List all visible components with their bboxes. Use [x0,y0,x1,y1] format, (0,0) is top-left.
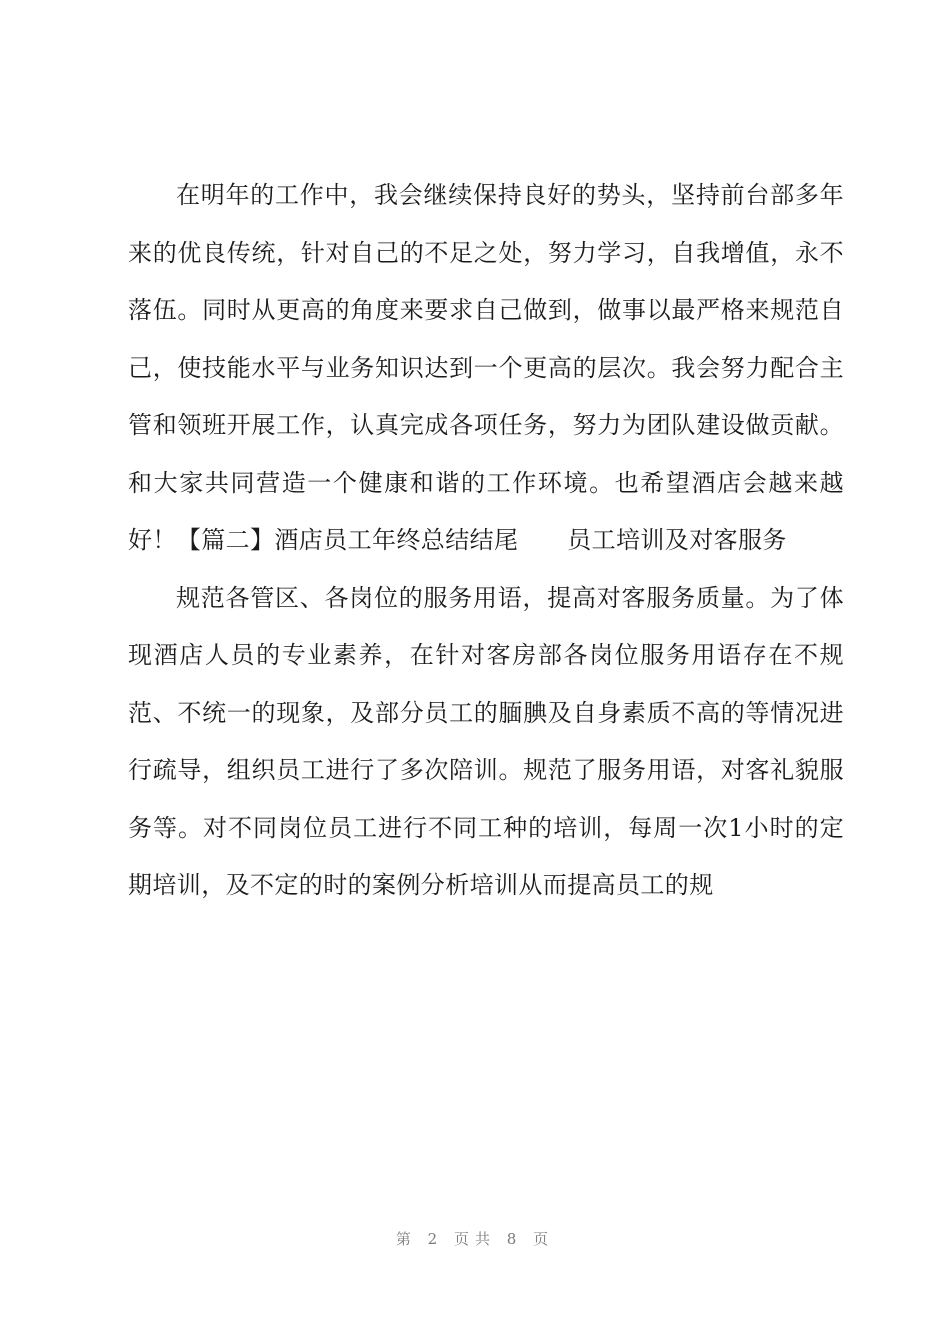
paragraph-1: 在明年的工作中，我会继续保持良好的势头，坚持前台部多年来的优良传统，针对自己的不足之处，努力学习，自我增值，永不落伍。同时从更高的角度来要求自己做到，做事以最严格来规范自己，使技能水平与业务知识达到一个更高的层次。我会努力配合主管和领班开展工作，认真完成各项任务，努力为团队建设做贡献。和大家共同营造一个健康和谐的工作环境。也希望酒店会越来越好！【篇二】酒店员工年终总结结尾 员工培训及对客服务 [128,181,844,554]
paragraph-2: 规范各管区、各岗位的服务用语，提高对客服务质量。为了体现酒店人员的专业素养，在针对客房部各岗位服务用语存在不规范、不统一的现象，及部分员工的腼腆及自身素质不高的等情况进行疏导，组织员工进行了多次陪训。规范了服务用语，对客礼貌服务等。对不同岗位员工进行不同工种的培训，每周一次1小时的定期培训，及不定的时的案例分析培训从而提高员工的规 [128,583,844,899]
page-footer: 第 2 页共 8 页 [395,1230,555,1248]
document-body [128,167,844,915]
